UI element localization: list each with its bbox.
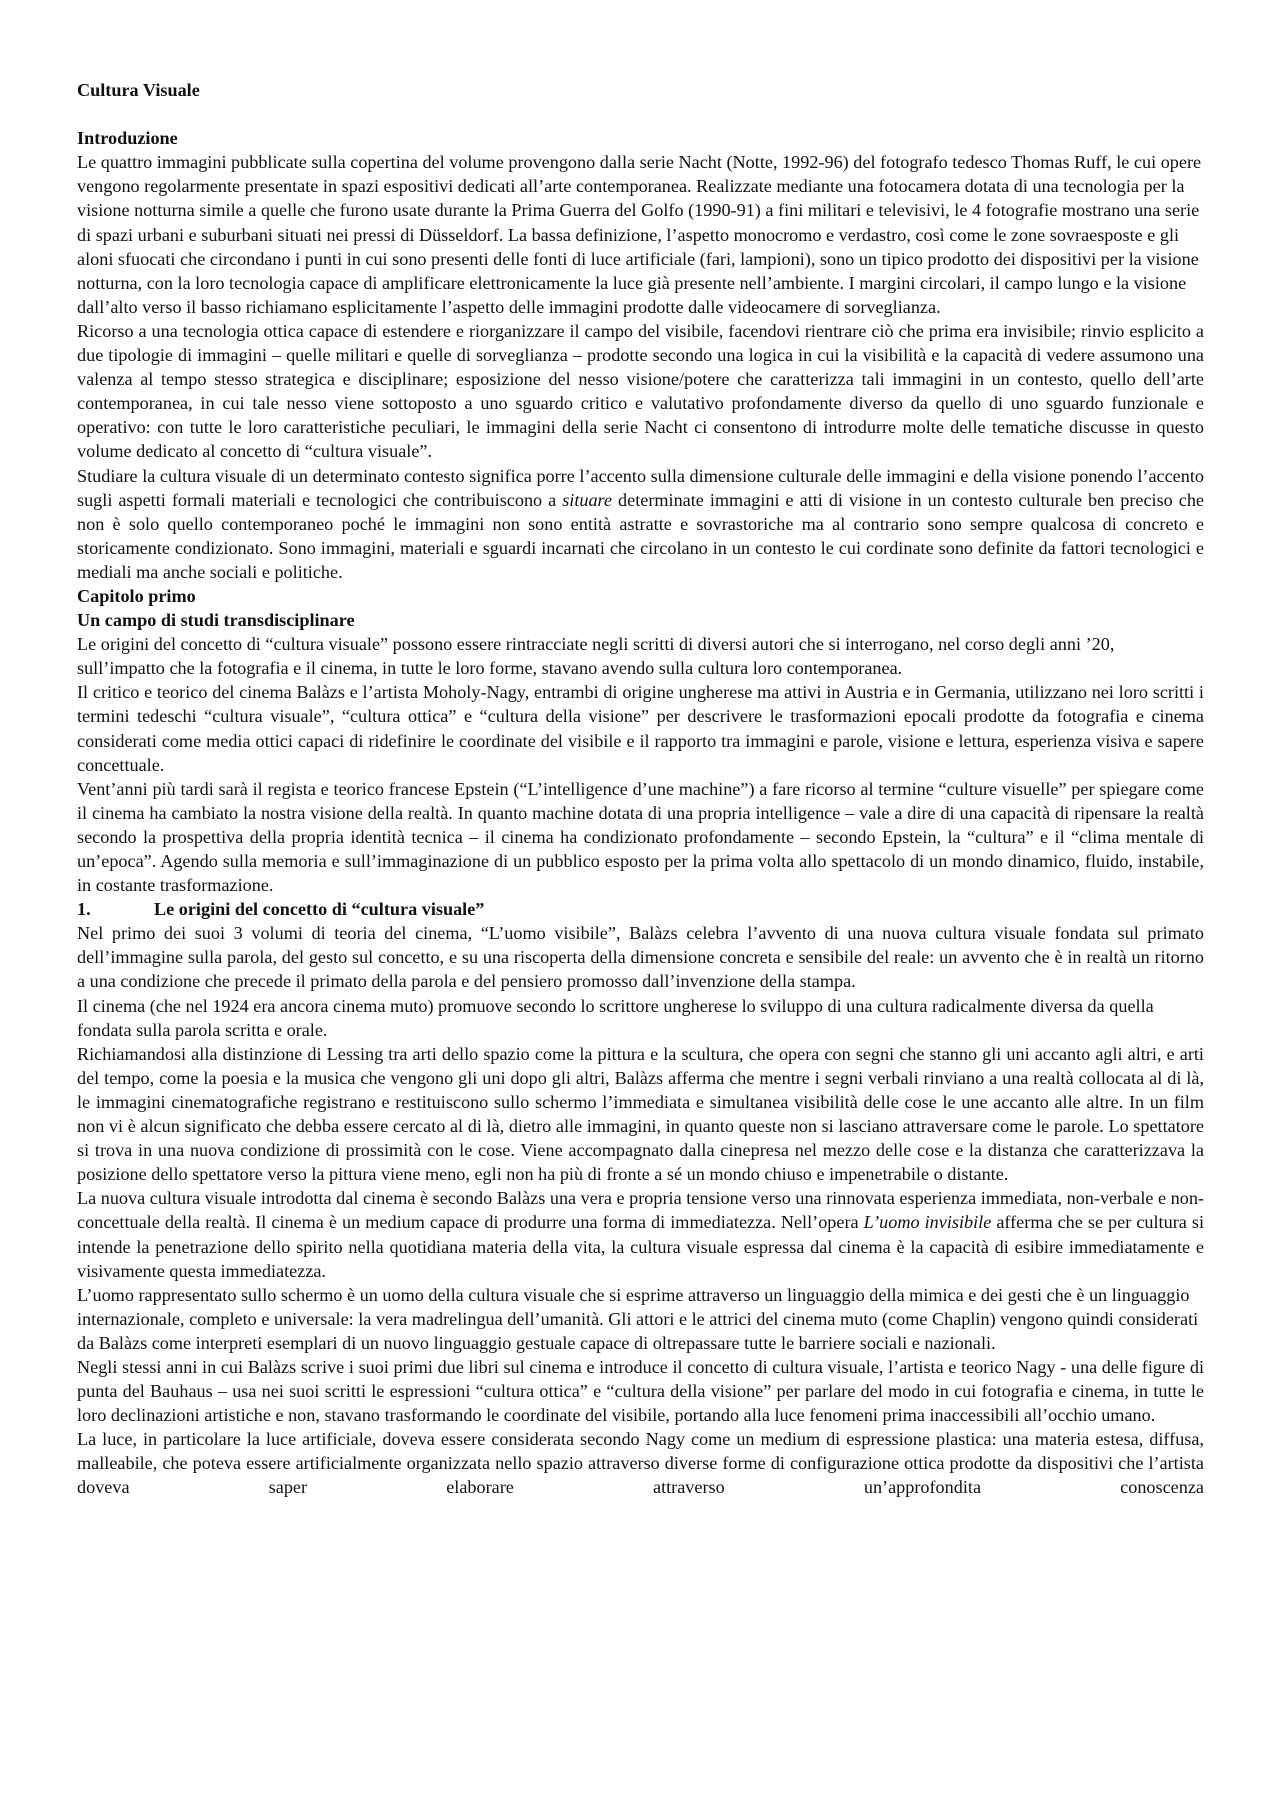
chapter-title: Un campo di studi transdisciplinare: [77, 610, 355, 631]
intro-paragraph-3-text-b: determinate immagini e atti di visione in un contesto culturale ben preciso che non è solo quello contemporaneo poché le immagini non sono entità astratte e sovrastoriche ma al contrario sono sempre qualcosa di concreto e storicamente condizionato. Sono immagini, materiali e sguardi incarnati che circolano in un contesto le cui cordinate sono definite da fattori tecnologici e mediali ma anche sociali e politiche.: [77, 489, 1204, 582]
section-1-paragraph-6: Negli stessi anni in cui Balàzs scrive i suoi primi due libri sul cinema e introduce il concetto di cultura visuale, l’artista e teorico Nagy - una delle figure di punta del Bauhaus – usa nei suoi scritti le espressioni “cultura ottica” e “cultura della visione” per parlare del modo in cui fotografia e cinema, in tutte le loro declinazioni artistiche e non, stavano trasformando le coordinate del visibile, portando alla luce fenomeni prima inaccessibili all’occhio umano.: [77, 1356, 1204, 1426]
intro-heading: Introduzione: [77, 128, 178, 149]
document-title: Cultura Visuale: [77, 80, 200, 100]
intro-paragraph-3-emphasis: situare: [562, 489, 613, 510]
intro-paragraph-1: Le quattro immagini pubblicate sulla copertina del volume provengono dalla serie Nacht (Notte, 1992-96) del fotografo tedesco Thomas Ruff, le cui opere vengono regolarmente presentate in spazi espositivi dedicati all’arte contemporanea. Realizzate mediante una fotocamera dotata di una tecnologia per la visione notturna simile a quelle che furono usate durante la Prima Guerra del Golfo (1990-91) a fini militari e televisivi, le 4 fotografie mostrano una serie di spazi urbani e suburbani situati nei pressi di Düsseldorf. La bassa definizione, l’aspetto monocromo e verdastro, così come le zone sovraesposte e gli aloni sfuocati che circondano i punti in cui sono presenti delle fonti di luce artificiale (fari, lampioni), sono un tipico prodotto dei dispositivi per la visione notturna, con la loro tecnologia capace di amplificare elettronicamente la luce già presente nell’ambiente. I margini circolari, il campo lungo e la visione dall’alto verso il basso richiamano esplicitamente l’aspetto delle immagini prodotte dalle videocamere di sorveglianza.: [77, 152, 1202, 317]
chapter-paragraph-3: Vent’anni più tardi sarà il regista e teorico francese Epstein (“L’intelligence d’une machine”) a fare ricorso al termine “culture visuelle” per spiegare come il cinema ha cambiato la nostra visione della realtà. In quanto machine dotata di una propria intelligence – vale a dire di una capacità di ripensare la realtà secondo la prospettiva della propria identità tecnica – il cinema ha condizionato profondamente – secondo Epstein, la “cultura” e il “clima mentale di un’epoca”. Agendo sulla memoria e sull’immaginazione di un pubblico esposto per la prima volta allo spettacolo di un mondo dinamico, fluido, instabile, in costante trasformazione.: [77, 778, 1204, 896]
section-1-title: Le origini del concetto di “cultura visuale”: [154, 899, 485, 920]
section-1-paragraph-3: Richiamandosi alla distinzione di Lessing tra arti dello spazio come la pittura e la scultura, che opera con segni che stanno gli uni accanto agli altri, e arti del tempo, come la poesia e la musica che vengono gli uni dopo gli altri, Balàzs afferma che mentre i segni verbali rinviano a una realtà collocata al di là, le immagini cinematografiche registrano e restituiscono sullo schermo l’immediata e simultanea visibilità delle cose le une accanto alle altre. In un film non vi è alcun significato che debba essere cercato al di là, dietro alle immagini, in quanto queste non si lasciano attraversare come le parole. Lo spettatore si trova in una nuova condizione di prossimità con le cose. Viene accompagnato dalla cinepresa nel mezzo delle cose e la distanza che caratterizzava la posizione dello spettatore verso la pittura viene meno, egli non ha più di fronte a sé un mondo chiuso e impenetrabile o distante.: [77, 1043, 1204, 1185]
section-1-paragraph-5: L’uomo rappresentato sullo schermo è un uomo della cultura visuale che si esprime attraverso un linguaggio della mimica e dei gesti che è un linguaggio internazionale, completo e universale: la vera madrelingua dell’umanità. Gli attori e le attrici del cinema muto (come Chaplin) vengono quindi considerati da Balàzs come interpreti esemplari di un nuovo linguaggio gestuale capace di oltrepassare tutte le barriere sociali e nazionali.: [77, 1284, 1199, 1353]
section-1-paragraph-7: La luce, in particolare la luce artificiale, doveva essere considerata secondo Nagy come un medium di espressione plastica: una materia estesa, diffusa, malleabile, che poteva essere artificialmente organizzata nello spazio attraverso diverse forme di configurazione ottica prodotte da dispositivi che l’artista doveva saper elaborare attraverso un’approfondita conoscenza: [77, 1429, 1204, 1498]
intro-paragraph-3-text-a: Studiare la cultura visuale di un determinato contesto significa porre l’accento sulla dimensione culturale delle immagini e della visione ponendo l’accento sugli aspetti formali materiali e tecnologici che contribuiscono a: [77, 465, 1204, 510]
section-1-paragraph-2: Il cinema (che nel 1924 era ancora cinema muto) promuove secondo lo scrittore ungherese lo sviluppo di una cultura radicalmente diversa da quella fondata sulla parola scritta e orale.: [77, 995, 1154, 1040]
intro-paragraph-3: [77, 464, 1204, 584]
intro-paragraph-2: Ricorso a una tecnologia ottica capace di estendere e riorganizzare il campo del visibile, facendovi rientrare ciò che prima era invisibile; rinvio esplicito a due tipologie di immagini – quelle militari e quelle di sorveglianza – prodotte secondo una logica in cui la visibilità e la capacità di vedere assumono una valenza al tempo stesso strategica e disciplinare; esposizione del nesso visione/potere che caratterizza tali immagini in un contesto, quello dell’arte contemporanea, in cui tale nesso viene sottoposto a uno sguardo critico e valutativo profondamente diverso da quello di uno sguardo funzionale e operativo: con tutte le loro caratteristiche peculiari, le immagini della serie Nacht ci consentono di introdurre molte delle tematiche discusse in questo volume dedicato al concetto di “cultura visuale”.: [77, 320, 1204, 462]
section-1-paragraph-4-text-b: afferma che se per cultura si intende la penetrazione dello spirito nella quotidiana materia della vita, la cultura visuale espressa dal cinema è la capacità di esibire immediatamente e visivamente questa immediatezza.: [77, 1212, 1204, 1281]
chapter-paragraph-1: Le origini del concetto di “cultura visuale” possono essere rintracciate negli scritti di diversi autori che si interrogano, nel corso degli anni ’20, sull’impatto che la fotografia e il cinema, in tutte le loro forme, stavano avendo sulla cultura loro contemporanea.: [77, 634, 1115, 679]
section-1-paragraph-4: [77, 1186, 1204, 1282]
section-1-heading: [77, 897, 1204, 921]
blank-line: [77, 102, 1204, 126]
section-1-paragraph-1: Nel primo dei suoi 3 volumi di teoria del cinema, “L’uomo visibile”, Balàzs celebra l’avvento di una nuova cultura visuale fondata sul primato dell’immagine sulla parola, del gesto sul concetto, e su una riscoperta della dimensione concreta e sensibile del reale: un avvento che è in realtà un ritorno a una condizione che precede il primato della parola e del pensiero promosso dall’invenzione della stampa.: [77, 923, 1204, 992]
chapter-label: Capitolo primo: [77, 585, 196, 606]
chapter-paragraph-2: Il critico e teorico del cinema Balàzs e l’artista Moholy-Nagy, entrambi di origine ungherese ma attivi in Austria e in Germania, utilizzano nei loro scritti i termini tedeschi “cultura visuale”, “cultura ottica” e “cultura della visione” per descrivere le trasformazioni epocali prodotte da fotografia e cinema considerati come media ottici capaci di ridefinire le coordinate del visibile e il rapporto tra immagini e parole, visione e lettura, esperienza visiva e sapere concettuale.: [77, 682, 1204, 775]
section-1-paragraph-4-emphasis: L’uomo invisibile: [863, 1212, 992, 1233]
section-1-number: 1.: [77, 899, 91, 920]
section-1-paragraph-4-text-a: La nuova cultura visuale introdotta dal cinema è secondo Balàzs una vera e propria tensione verso una rinnovata esperienza immediata, non-verbale e non-concettuale della realtà. Il cinema è un medium capace di produrre una forma di immediatezza. Nell’opera: [77, 1188, 1204, 1233]
